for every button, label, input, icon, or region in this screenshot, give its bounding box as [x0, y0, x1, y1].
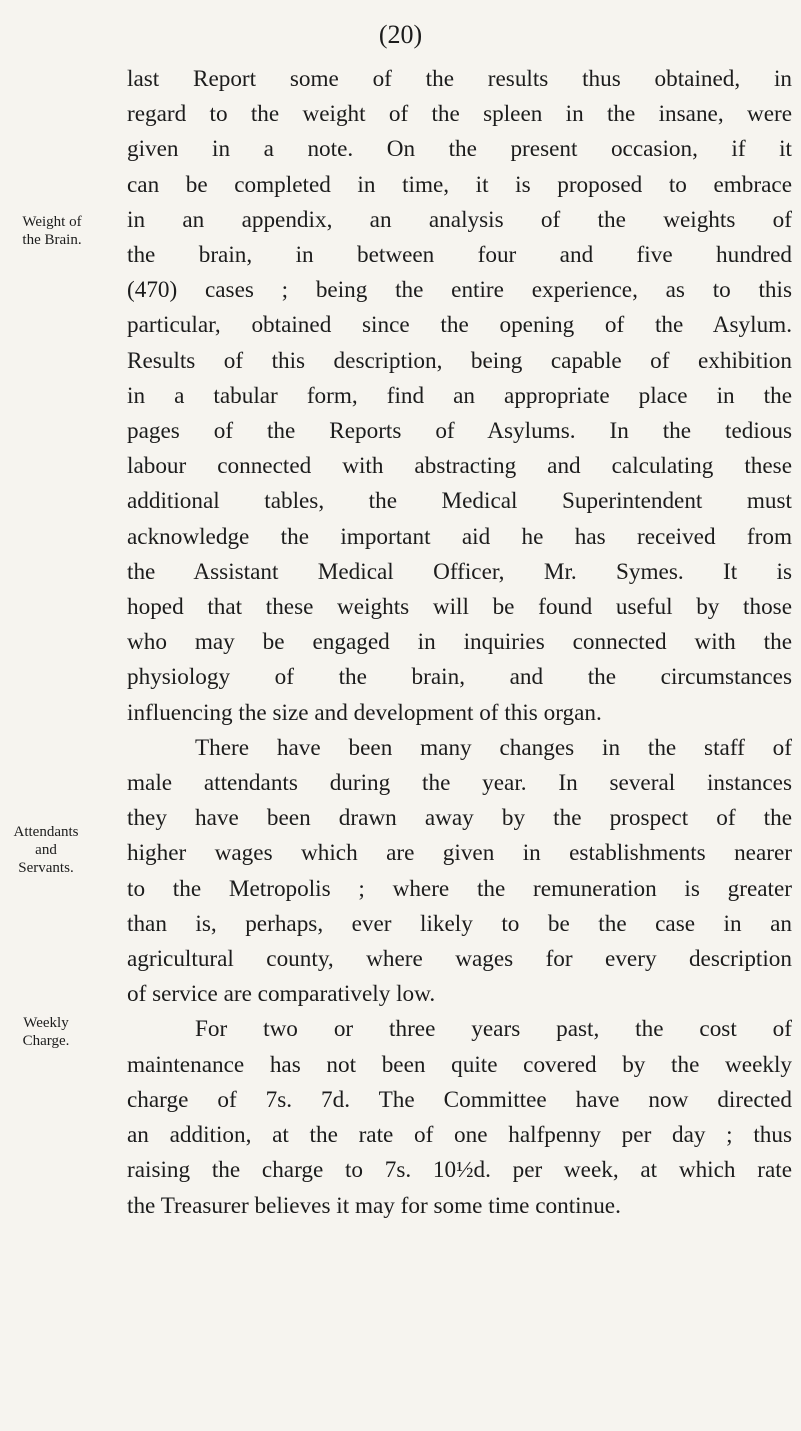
text-line: male attendants during the year. In several instances: [127, 770, 792, 797]
text-line: in a tabular form, find an appropriate place in the: [127, 382, 792, 409]
text-line: they have been drawn away by the prospect of the: [127, 805, 792, 832]
text-line: For two or three years past, the cost of: [195, 1016, 792, 1043]
text-line: influencing the size and development of this organ.: [127, 699, 602, 726]
text-line: of service are comparatively low.: [127, 981, 436, 1008]
text-line: additional tables, the Medical Superintendent must: [127, 488, 792, 515]
text-line: higher wages which are given in establishments nearer: [127, 840, 792, 867]
text-line: can be completed in time, it is proposed to embrace: [127, 171, 792, 198]
page-number: (20): [378, 20, 423, 49]
margin-note-weekly-charge: [0, 1014, 92, 1050]
text-line: charge of 7s. 7d. The Committee have now directed: [127, 1086, 792, 1113]
margin-note-line: Charge.: [22, 1033, 70, 1049]
margin-note-line: Servants.: [18, 860, 74, 876]
text-line: There have been many changes in the staff of: [195, 734, 792, 761]
margin-note-line: Weight of: [22, 214, 82, 230]
margin-note-weight-of-brain: [6, 213, 98, 249]
text-line: in an appendix, an analysis of the weights of: [127, 206, 792, 233]
margin-note-line: the Brain.: [22, 232, 82, 248]
text-line: (470) cases ; being the entire experience, as to this: [127, 277, 792, 304]
text-line: than is, perhaps, ever likely to be the case in an: [127, 910, 792, 937]
text-line: particular, obtained since the opening of the Asylum.: [127, 312, 792, 339]
text-line: given in a note. On the present occasion, if it: [127, 136, 792, 163]
text-line: physiology of the brain, and the circumstances: [127, 664, 792, 691]
text-line: last Report some of the results thus obtained, in: [127, 66, 792, 92]
margin-note-line: Attendants: [13, 824, 79, 840]
margin-note-line: Weekly: [23, 1015, 69, 1031]
margin-note-line: and: [35, 842, 57, 858]
text-line: acknowledge the important aid he has received from: [127, 523, 792, 550]
text-line: maintenance has not been quite covered by the weekly: [127, 1051, 792, 1078]
text-line: labour connected with abstracting and calculating these: [127, 453, 792, 480]
margin-note-attendants-and-servants: [0, 823, 92, 877]
text-line: regard to the weight of the spleen in the insane, were: [127, 101, 792, 128]
text-line: Results of this description, being capable of exhibition: [127, 347, 792, 374]
text-line: hoped that these weights will be found useful by those: [127, 594, 792, 621]
text-line: an addition, at the rate of one halfpenny per day ; thus: [127, 1122, 792, 1149]
text-line: agricultural county, where wages for every description: [127, 946, 792, 973]
text-line: the Assistant Medical Officer, Mr. Symes. It is: [127, 558, 792, 585]
text-line: the Treasurer believes it may for some time continue.: [127, 1192, 621, 1219]
text-line: who may be engaged in inquiries connected with the: [127, 629, 792, 656]
text-line: raising the charge to 7s. 10½d. per week, at which rate: [127, 1157, 792, 1184]
body-text: [127, 62, 792, 1224]
text-line: to the Metropolis ; where the remuneration is greater: [127, 875, 792, 902]
text-line: the brain, in between four and five hundred: [127, 242, 792, 269]
text-line: pages of the Reports of Asylums. In the tedious: [127, 418, 792, 445]
